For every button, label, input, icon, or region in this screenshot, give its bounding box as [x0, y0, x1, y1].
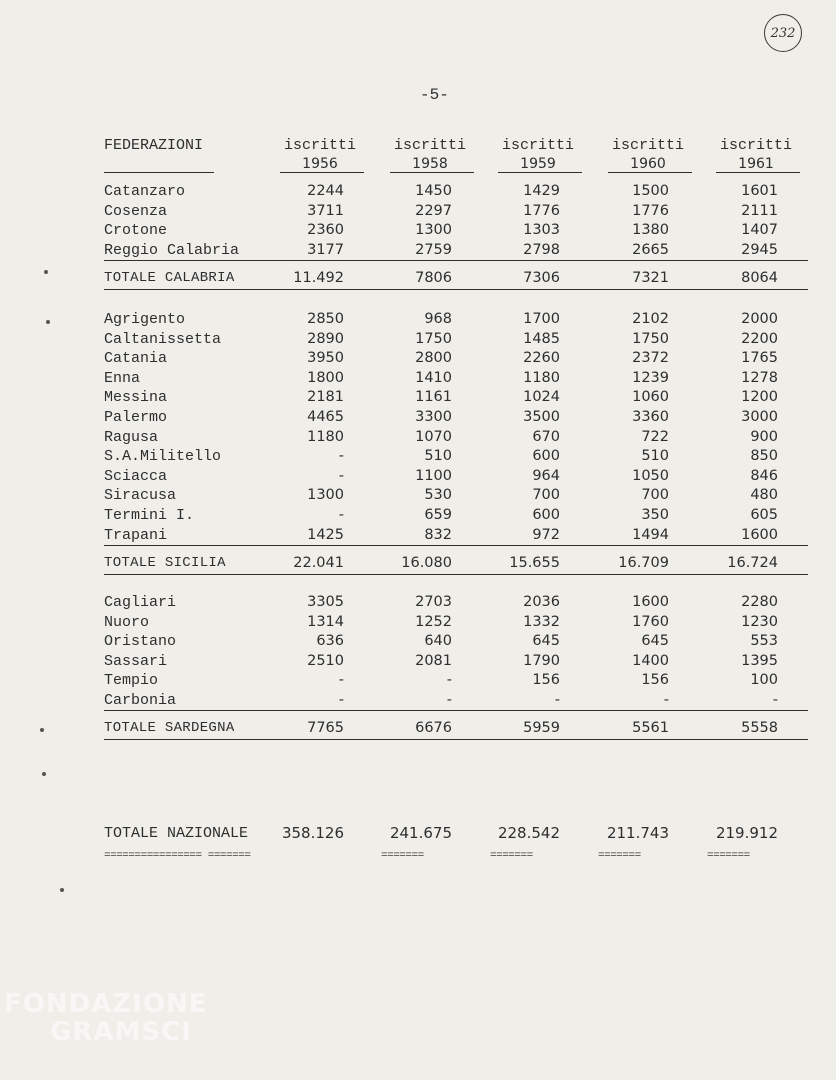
- double-rule: =======: [490, 850, 533, 862]
- cell-value: 972: [532, 527, 560, 543]
- cell-value: 600: [532, 507, 560, 523]
- federation-name: Crotone: [104, 222, 168, 239]
- cell-value: 1500: [632, 183, 669, 199]
- table-row: [0, 241, 836, 260]
- cell-value: 2111: [741, 203, 778, 219]
- cell-value: 4465: [307, 409, 344, 425]
- margin-mark: [40, 728, 44, 732]
- cell-value: 1600: [741, 527, 778, 543]
- cell-value: 1750: [632, 331, 669, 347]
- cell-value: 2890: [307, 331, 344, 347]
- cell-value: 605: [750, 507, 778, 523]
- column-label: iscritti: [611, 137, 684, 154]
- cell-value: 1765: [741, 350, 778, 366]
- cell-value: 1450: [415, 183, 452, 199]
- column-header: [276, 136, 364, 174]
- cell-value: 900: [750, 429, 778, 445]
- federation-name: Palermo: [104, 409, 168, 426]
- cell-value: 1024: [523, 389, 560, 405]
- cell-value: 15.655: [509, 555, 560, 571]
- cell-value: 1239: [632, 370, 669, 386]
- federation-name: Cosenza: [104, 203, 168, 220]
- cell-value: 1494: [632, 527, 669, 543]
- archive-stamp: 232: [764, 14, 802, 52]
- cell-value: 3000: [741, 409, 778, 425]
- table-row: [0, 526, 836, 545]
- margin-mark: [44, 270, 48, 274]
- cell-value: 7765: [307, 720, 344, 736]
- header-underline: [104, 172, 214, 173]
- table-row: [0, 408, 836, 427]
- rule-line: [104, 260, 808, 261]
- double-rule: =======: [598, 850, 641, 862]
- header-underline: [498, 172, 582, 173]
- federation-name: Siracusa: [104, 487, 177, 504]
- table-row: [0, 221, 836, 240]
- cell-value: 659: [424, 507, 452, 523]
- cell-value: 2297: [415, 203, 452, 219]
- cell-value: 1485: [523, 331, 560, 347]
- cell-value: 11.492: [293, 270, 344, 286]
- cell-value: 1601: [741, 183, 778, 199]
- cell-value: 7321: [632, 270, 669, 286]
- cell-value: 2260: [523, 350, 560, 366]
- cell-value: 156: [641, 672, 669, 688]
- cell-value: 2945: [741, 242, 778, 258]
- cell-value: 1050: [632, 468, 669, 484]
- column-header: [712, 136, 800, 174]
- cell-value: 510: [641, 448, 669, 464]
- table-row: [0, 613, 836, 632]
- cell-value: 1760: [632, 614, 669, 630]
- column-label: iscritti: [393, 137, 466, 154]
- cell-value: -: [338, 672, 344, 688]
- cell-value: 2000: [741, 311, 778, 327]
- cell-value: 16.080: [401, 555, 452, 571]
- cell-value: 1400: [632, 653, 669, 669]
- table-row: [0, 593, 836, 612]
- cell-value: 228.542: [497, 824, 560, 842]
- cell-value: 241.675: [389, 824, 452, 842]
- cell-value: -: [338, 468, 344, 484]
- cell-value: 1700: [523, 311, 560, 327]
- federation-name: Catanzaro: [104, 183, 186, 200]
- table-row: [0, 506, 836, 525]
- cell-value: -: [338, 692, 344, 708]
- cell-value: 2800: [415, 350, 452, 366]
- cell-value: 2798: [523, 242, 560, 258]
- cell-value: 1776: [632, 203, 669, 219]
- table-row: [0, 388, 836, 407]
- column-header: [604, 136, 692, 174]
- table-row: [0, 691, 836, 710]
- cell-value: 1425: [307, 527, 344, 543]
- cell-value: 480: [750, 487, 778, 503]
- federation-name: Cagliari: [104, 594, 177, 611]
- cell-value: -: [446, 672, 452, 688]
- cell-value: 2280: [741, 594, 778, 610]
- cell-value: 1750: [415, 331, 452, 347]
- federation-name: Oristano: [104, 633, 177, 650]
- federation-name: Carbonia: [104, 692, 177, 709]
- table-row: [0, 349, 836, 368]
- cell-value: 156: [532, 672, 560, 688]
- federation-name: Ragusa: [104, 429, 159, 446]
- column-label: iscritti: [501, 137, 574, 154]
- table-row: [0, 486, 836, 505]
- cell-value: 1314: [307, 614, 344, 630]
- cell-value: 1800: [307, 370, 344, 386]
- federation-name: TOTALE NAZIONALE: [104, 825, 249, 842]
- double-rule: ================ =======: [104, 850, 251, 862]
- cell-value: -: [772, 692, 778, 708]
- cell-value: 1303: [523, 222, 560, 238]
- header-underline: [390, 172, 474, 173]
- cell-value: 640: [424, 633, 452, 649]
- cell-value: 968: [424, 311, 452, 327]
- federation-name: Termini I.: [104, 507, 195, 524]
- federation-name: Agrigento: [104, 311, 186, 328]
- cell-value: 219.912: [715, 824, 778, 842]
- cell-value: 5561: [632, 720, 669, 736]
- rule-line: [104, 574, 808, 575]
- column-label: iscritti: [719, 137, 792, 154]
- header-underline: [280, 172, 364, 173]
- cell-value: 636: [316, 633, 344, 649]
- cell-value: 3950: [307, 350, 344, 366]
- cell-value: 2372: [632, 350, 669, 366]
- federation-name: Nuoro: [104, 614, 150, 631]
- cell-value: 1161: [415, 389, 452, 405]
- cell-value: -: [446, 692, 452, 708]
- cell-value: 1180: [523, 370, 560, 386]
- cell-value: 22.041: [293, 555, 344, 571]
- federation-name: Enna: [104, 370, 141, 387]
- cell-value: 1278: [741, 370, 778, 386]
- cell-value: 832: [424, 527, 452, 543]
- federation-name: Sassari: [104, 653, 168, 670]
- cell-value: 553: [750, 633, 778, 649]
- cell-value: 1332: [523, 614, 560, 630]
- table-row: [0, 310, 836, 329]
- cell-value: 2102: [632, 311, 669, 327]
- cell-value: 3305: [307, 594, 344, 610]
- total-row: [0, 554, 836, 573]
- federation-name: TOTALE SARDEGNA: [104, 720, 235, 736]
- cell-value: 16.724: [727, 555, 778, 571]
- table-row: [0, 652, 836, 671]
- cell-value: 3711: [307, 203, 344, 219]
- cell-value: 722: [641, 429, 669, 445]
- cell-value: -: [338, 448, 344, 464]
- cell-value: 7306: [523, 270, 560, 286]
- table-row: [0, 467, 836, 486]
- column-header: [494, 136, 582, 174]
- cell-value: 2665: [632, 242, 669, 258]
- cell-value: 211.743: [606, 824, 669, 842]
- cell-value: 2244: [307, 183, 344, 199]
- cell-value: 3300: [415, 409, 452, 425]
- cell-value: 1180: [307, 429, 344, 445]
- cell-value: 1776: [523, 203, 560, 219]
- cell-value: -: [338, 507, 344, 523]
- federation-name: Reggio Calabria: [104, 242, 240, 259]
- federation-name: TOTALE CALABRIA: [104, 270, 235, 286]
- double-rule: =======: [381, 850, 424, 862]
- cell-value: 2081: [415, 653, 452, 669]
- cell-value: 2850: [307, 311, 344, 327]
- cell-value: 2360: [307, 222, 344, 238]
- table-row: [0, 182, 836, 201]
- cell-value: 850: [750, 448, 778, 464]
- column-year: 1956: [302, 156, 338, 172]
- cell-value: 6676: [415, 720, 452, 736]
- cell-value: 358.126: [281, 824, 344, 842]
- column-year: 1960: [630, 156, 666, 172]
- total-row: [0, 719, 836, 738]
- cell-value: 510: [424, 448, 452, 464]
- cell-value: 645: [532, 633, 560, 649]
- cell-value: 1790: [523, 653, 560, 669]
- cell-value: 3177: [307, 242, 344, 258]
- cell-value: 2036: [523, 594, 560, 610]
- column-year: 1961: [738, 156, 774, 172]
- cell-value: 1200: [741, 389, 778, 405]
- cell-value: 645: [641, 633, 669, 649]
- cell-value: 2200: [741, 331, 778, 347]
- cell-value: 1407: [741, 222, 778, 238]
- federation-name: S.A.Militello: [104, 448, 222, 465]
- cell-value: 1395: [741, 653, 778, 669]
- rule-line: [104, 289, 808, 290]
- cell-value: 1060: [632, 389, 669, 405]
- table-row: [0, 632, 836, 651]
- table-row: [0, 369, 836, 388]
- rule-line: [104, 710, 808, 711]
- cell-value: 350: [641, 507, 669, 523]
- header-federazioni: FEDERAZIONI: [104, 137, 204, 154]
- cell-value: 1300: [415, 222, 452, 238]
- margin-mark: [46, 320, 50, 324]
- table-row: [0, 428, 836, 447]
- margin-mark: [42, 772, 46, 776]
- rule-line: [104, 545, 808, 546]
- cell-value: 3360: [632, 409, 669, 425]
- cell-value: 1300: [307, 487, 344, 503]
- cell-value: 1429: [523, 183, 560, 199]
- table-row: [0, 202, 836, 221]
- table-row: [0, 671, 836, 690]
- cell-value: 1252: [415, 614, 452, 630]
- watermark-gramsci: GRAMSCI: [50, 1017, 192, 1047]
- margin-mark: [60, 888, 64, 892]
- federation-name: Sciacca: [104, 468, 168, 485]
- header-underline: [608, 172, 692, 173]
- column-year: 1959: [520, 156, 556, 172]
- cell-value: 600: [532, 448, 560, 464]
- watermark-fondazione: FONDAZIONE: [4, 989, 208, 1019]
- cell-value: 7806: [415, 270, 452, 286]
- cell-value: 2759: [415, 242, 452, 258]
- cell-value: 5959: [523, 720, 560, 736]
- cell-value: 16.709: [618, 555, 669, 571]
- total-row: [0, 269, 836, 288]
- rule-line: [104, 739, 808, 740]
- table-row: [0, 447, 836, 466]
- cell-value: 2510: [307, 653, 344, 669]
- cell-value: 8064: [741, 270, 778, 286]
- cell-value: 530: [424, 487, 452, 503]
- cell-value: 700: [641, 487, 669, 503]
- table-row: [0, 330, 836, 349]
- column-label: iscritti: [283, 137, 356, 154]
- page-number: -5-: [420, 86, 449, 104]
- cell-value: 100: [750, 672, 778, 688]
- federation-name: Catania: [104, 350, 168, 367]
- cell-value: 846: [750, 468, 778, 484]
- federation-name: Messina: [104, 389, 168, 406]
- cell-value: -: [663, 692, 669, 708]
- federation-name: TOTALE SICILIA: [104, 555, 226, 571]
- header-underline: [716, 172, 800, 173]
- national-total-row: [0, 824, 836, 843]
- cell-value: 2703: [415, 594, 452, 610]
- cell-value: 700: [532, 487, 560, 503]
- cell-value: 1100: [415, 468, 452, 484]
- cell-value: 1070: [415, 429, 452, 445]
- federation-name: Trapani: [104, 527, 168, 544]
- federation-name: Tempio: [104, 672, 159, 689]
- cell-value: -: [554, 692, 560, 708]
- column-year: 1958: [412, 156, 448, 172]
- federation-name: Caltanissetta: [104, 331, 222, 348]
- cell-value: 5558: [741, 720, 778, 736]
- cell-value: 1230: [741, 614, 778, 630]
- cell-value: 1380: [632, 222, 669, 238]
- cell-value: 1600: [632, 594, 669, 610]
- cell-value: 964: [532, 468, 560, 484]
- cell-value: 670: [532, 429, 560, 445]
- double-rule: =======: [707, 850, 750, 862]
- cell-value: 1410: [415, 370, 452, 386]
- cell-value: 3500: [523, 409, 560, 425]
- cell-value: 2181: [307, 389, 344, 405]
- column-header: [386, 136, 474, 174]
